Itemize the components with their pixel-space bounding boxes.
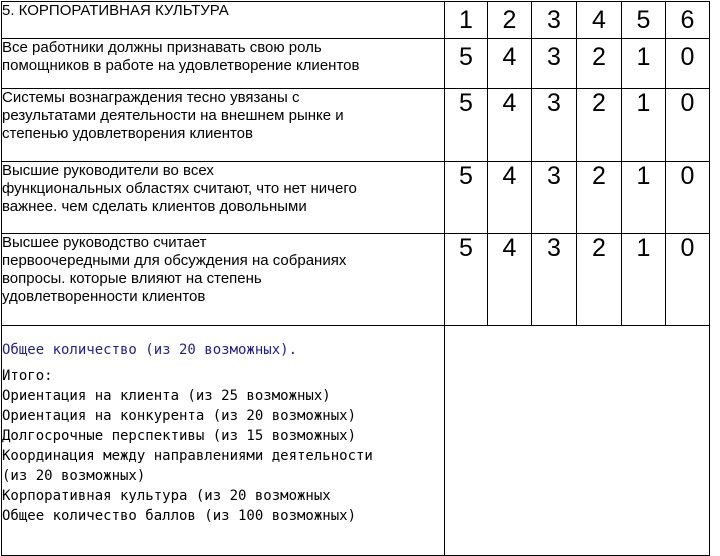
score-option[interactable]: 1 bbox=[622, 39, 666, 89]
header-row bbox=[2, 2, 710, 39]
score-option[interactable]: 0 bbox=[666, 162, 710, 234]
statement-text bbox=[2, 39, 445, 89]
score-option[interactable]: 3 bbox=[532, 234, 577, 326]
summary-itogo: Итого: bbox=[2, 368, 53, 384]
score-option[interactable]: 2 bbox=[577, 162, 622, 234]
statement-text bbox=[2, 162, 445, 234]
survey-table bbox=[1, 1, 710, 556]
statement-line: степенью удовлетворения клиентов bbox=[2, 125, 253, 142]
score-option[interactable]: 5 bbox=[445, 162, 488, 234]
summary-item: Общее количество баллов (из 100 возможных) bbox=[2, 508, 357, 524]
score-option[interactable]: 3 bbox=[532, 39, 577, 89]
statement-line: первоочередными для обсуждения на собраниях bbox=[2, 252, 347, 269]
score-option[interactable]: 5 bbox=[445, 89, 488, 162]
score-option[interactable]: 3 bbox=[532, 162, 577, 234]
statement-row bbox=[2, 162, 710, 234]
summary-item: Долгосрочные перспективы (из 15 возможных) bbox=[2, 428, 357, 444]
summary-row bbox=[2, 326, 710, 556]
scale-header-cell: 6 bbox=[666, 2, 710, 39]
score-option[interactable]: 5 bbox=[445, 234, 488, 326]
statement-line: важнее. чем сделать клиентов довольными bbox=[2, 198, 307, 215]
score-option[interactable]: 1 bbox=[622, 234, 666, 326]
scale-header-cell: 1 bbox=[445, 2, 488, 39]
statement-line: результатами деятельности на внешнем рынке и bbox=[2, 107, 344, 124]
statement-line: вопросы. которые влияют на степень bbox=[2, 270, 262, 287]
statement-line: Высшие руководители во всех bbox=[2, 162, 214, 179]
statement-text bbox=[2, 89, 445, 162]
summary-item: Ориентация на клиента (из 25 возможных) bbox=[2, 388, 331, 404]
scale-header-cell: 5 bbox=[622, 2, 666, 39]
scale-header-cell: 3 bbox=[532, 2, 577, 39]
statement-row bbox=[2, 234, 710, 326]
summary-item: Координация между направлениями деятельности bbox=[2, 448, 373, 464]
scale-header-cell: 2 bbox=[488, 2, 532, 39]
score-option[interactable]: 4 bbox=[488, 89, 532, 162]
score-option[interactable]: 3 bbox=[532, 89, 577, 162]
score-option[interactable]: 1 bbox=[622, 89, 666, 162]
statement-text bbox=[2, 234, 445, 326]
statement-line: Все работники должны признавать свою роль bbox=[2, 39, 322, 56]
score-option[interactable]: 2 bbox=[577, 234, 622, 326]
summary-item: (из 20 возможных) bbox=[2, 468, 146, 484]
score-option[interactable]: 5 bbox=[445, 39, 488, 89]
section-title: 5. КОРПОРАТИВНАЯ КУЛЬТУРА bbox=[2, 2, 445, 39]
score-option[interactable]: 0 bbox=[666, 39, 710, 89]
statement-line: удовлетворенности клиентов bbox=[2, 288, 206, 305]
score-option[interactable]: 0 bbox=[666, 234, 710, 326]
summary-item: Ориентация на конкурента (из 20 возможных) bbox=[2, 408, 357, 424]
summary-total-line: Общее количество (из 20 возможных). bbox=[2, 342, 298, 358]
statement-line: помощников в работе на удовлетворение клиентов bbox=[2, 57, 360, 74]
summary-empty-cell bbox=[445, 326, 710, 556]
score-option[interactable]: 4 bbox=[488, 39, 532, 89]
score-option[interactable]: 0 bbox=[666, 89, 710, 162]
statement-row bbox=[2, 39, 710, 89]
score-option[interactable]: 4 bbox=[488, 234, 532, 326]
scale-header-cell: 4 bbox=[577, 2, 622, 39]
summary-item: Корпоративная культура (из 20 возможных bbox=[2, 488, 331, 504]
statement-line: функциональных областях считают, что нет ничего bbox=[2, 180, 357, 197]
score-option[interactable]: 1 bbox=[622, 162, 666, 234]
score-option[interactable]: 2 bbox=[577, 39, 622, 89]
statement-row bbox=[2, 89, 710, 162]
statement-line: Высшее руководство считает bbox=[2, 234, 207, 251]
score-option[interactable]: 2 bbox=[577, 89, 622, 162]
score-option[interactable]: 4 bbox=[488, 162, 532, 234]
statement-line: Системы вознаграждения тесно увязаны с bbox=[2, 89, 300, 106]
summary-block bbox=[2, 326, 445, 556]
